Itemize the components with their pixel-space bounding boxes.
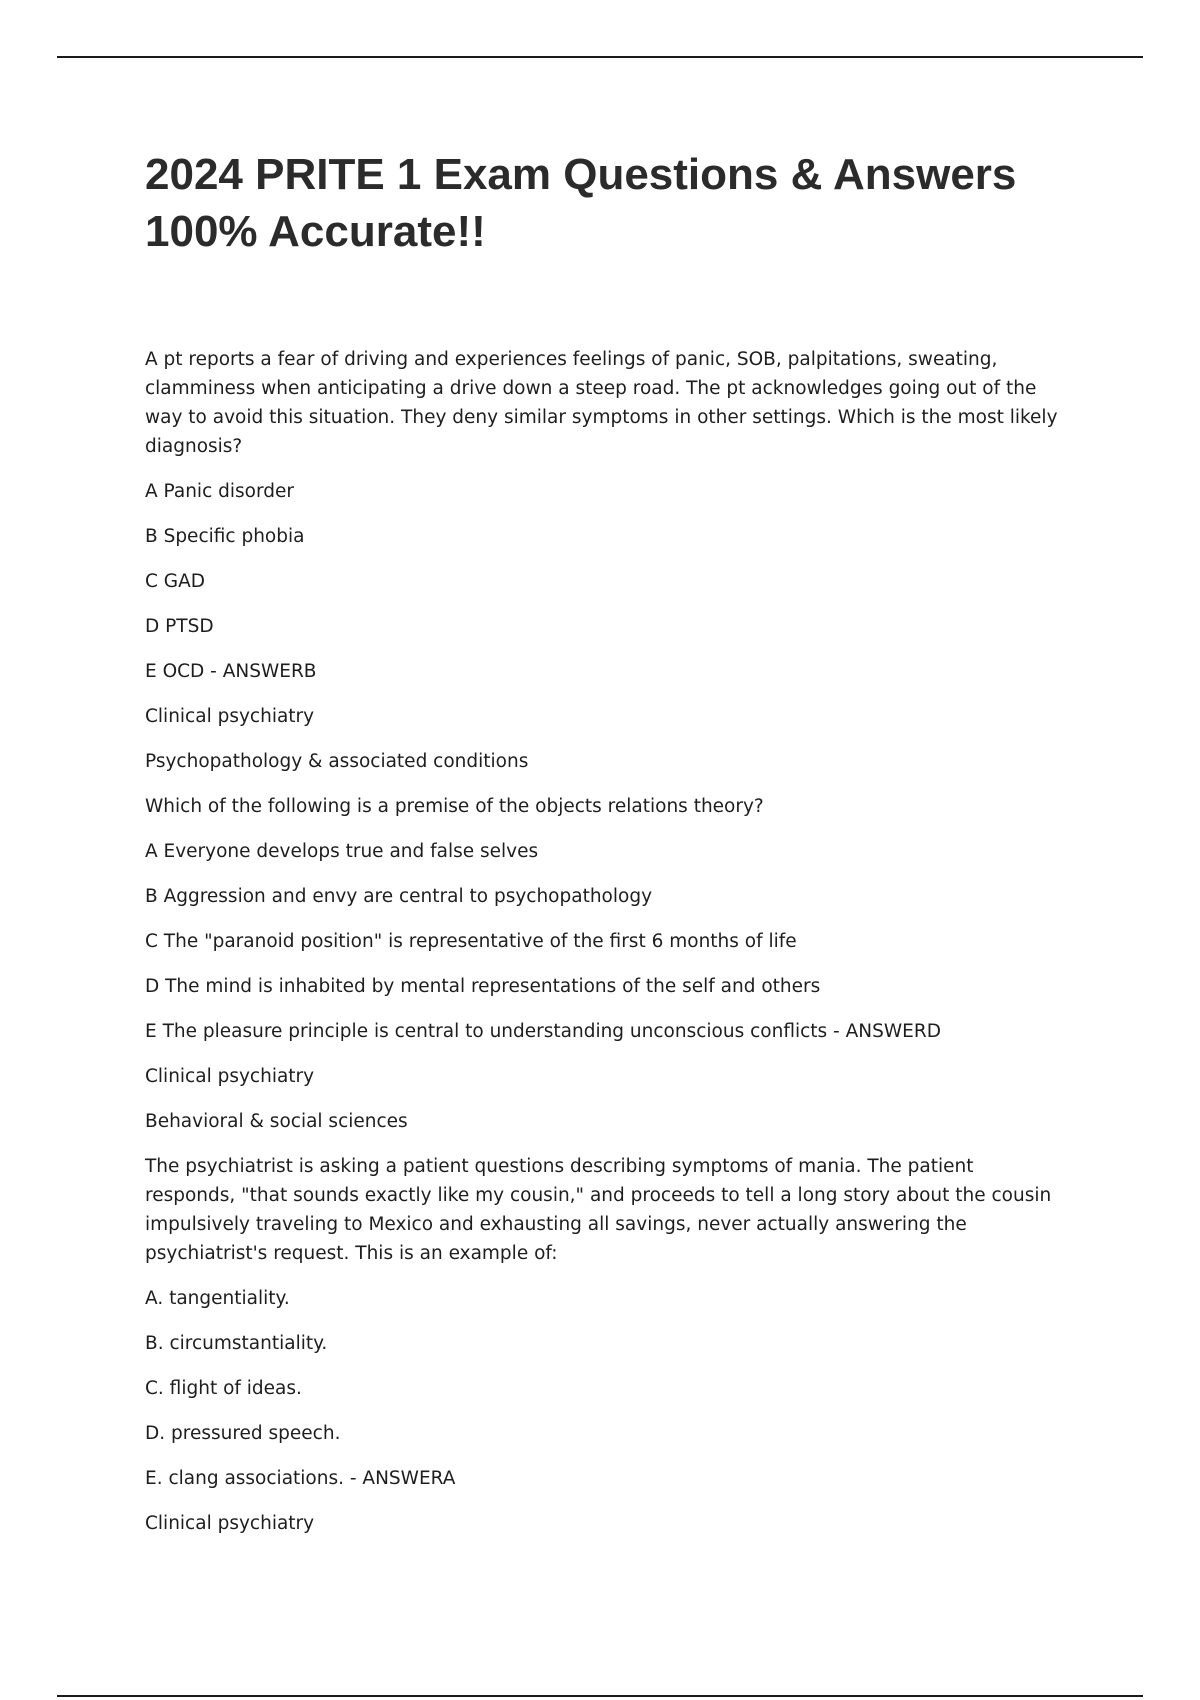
question-1-stem: A pt reports a fear of driving and experiences feelings of panic, SOB, palpitations, sweating, clamminess when anticipating a drive down a steep road. The pt acknowledges going out of the way to avoid this situation. They deny similar symptoms in other settings. Which is the most likely diagnosis? xyxy=(145,349,1058,457)
question-3-option-c: C. flight of ideas. xyxy=(145,1378,302,1399)
question-3-option-b: B. circumstantiality. xyxy=(145,1333,328,1354)
question-3-option-e-answer: E. clang associations. - ANSWERA xyxy=(145,1468,456,1489)
question-2-option-d: D The mind is inhabited by mental representations of the self and others xyxy=(145,976,821,997)
question-2-category: Clinical psychiatry xyxy=(145,1066,315,1087)
question-1-option-b: B Specific phobia xyxy=(145,526,305,547)
question-3-stem: The psychiatrist is asking a patient questions describing symptoms of mania. The patient responds, "that sounds exactly like my cousin," and proceeds to tell a long story about the cousin impulsively traveling to Mexico and exhausting all savings, never actually answering the psychiatrist's request. This is an example of: xyxy=(145,1156,1052,1264)
question-2-stem: Which of the following is a premise of the objects relations theory? xyxy=(145,796,764,817)
question-1-option-c: C GAD xyxy=(145,571,206,592)
question-1-option-d: D PTSD xyxy=(145,616,214,637)
question-3-category: Clinical psychiatry xyxy=(145,1513,315,1534)
question-2-subcategory: Behavioral & social sciences xyxy=(145,1111,408,1132)
footer-rule xyxy=(57,1695,1143,1697)
question-2-option-e-answer: E The pleasure principle is central to understanding unconscious conflicts - ANSWERD xyxy=(145,1021,941,1042)
header-rule xyxy=(57,56,1143,58)
question-2-option-a: A Everyone develops true and false selves xyxy=(145,841,539,862)
question-3-option-a: A. tangentiality. xyxy=(145,1288,290,1309)
document-body xyxy=(145,345,1065,1554)
question-1-category: Clinical psychiatry xyxy=(145,706,315,727)
question-1-option-e-answer: E OCD - ANSWERB xyxy=(145,661,317,682)
question-1-option-a: A Panic disorder xyxy=(145,481,294,502)
question-3-option-d: D. pressured speech. xyxy=(145,1423,341,1444)
question-2-option-c: C The "paranoid position" is representative of the first 6 months of life xyxy=(145,931,797,952)
page-title: 2024 PRITE 1 Exam Questions & Answers 100% Accurate!! xyxy=(145,150,1017,256)
question-1-subcategory: Psychopathology & associated conditions xyxy=(145,751,529,772)
question-2-option-b: B Aggression and envy are central to psychopathology xyxy=(145,886,653,907)
